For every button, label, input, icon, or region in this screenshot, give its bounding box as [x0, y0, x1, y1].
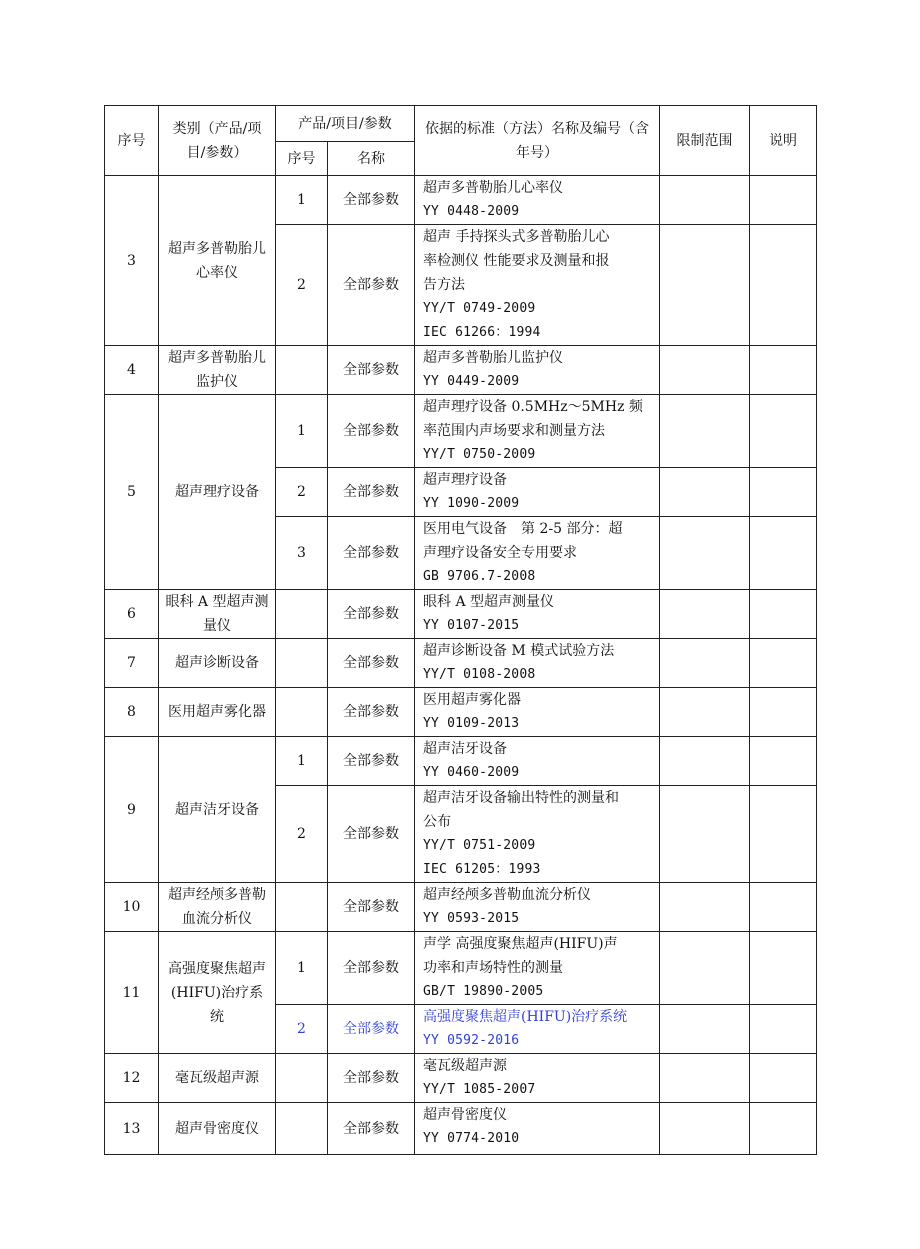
- standard-code: YY 1090-2009: [423, 496, 520, 511]
- standard-title-line: 超声洁牙设备输出特性的测量和: [423, 790, 619, 806]
- item-name: 全部参数: [328, 786, 415, 883]
- item-seq: 2: [276, 468, 328, 517]
- standard-code: YY/T 0108-2008: [423, 667, 536, 682]
- item-name: 全部参数: [328, 517, 415, 590]
- item-note: [750, 225, 817, 346]
- row-seq: 4: [105, 346, 159, 395]
- table-row: [105, 883, 817, 932]
- item-standard: [415, 517, 660, 590]
- header-limit: 限制范围: [660, 106, 750, 176]
- item-standard: [415, 225, 660, 346]
- header-seq: 序号: [105, 106, 159, 176]
- standard-title-line: 超声多普勒胎儿心率仪: [423, 180, 563, 196]
- row-seq: 3: [105, 176, 159, 346]
- item-limit: [660, 737, 750, 786]
- standard-code: YY 0774-2010: [423, 1131, 520, 1146]
- row-category: 高强度聚焦超声(HIFU)治疗系统: [159, 932, 276, 1054]
- item-standard: [415, 1005, 660, 1054]
- item-limit: [660, 590, 750, 639]
- item-standard: [415, 737, 660, 786]
- header-sub-seq: 序号: [276, 142, 328, 176]
- row-category: 超声多普勒胎儿心率仪: [159, 176, 276, 346]
- row-category: 超声经颅多普勒血流分析仪: [159, 883, 276, 932]
- row-seq: 13: [105, 1103, 159, 1155]
- standard-code: YY 0592-2016: [423, 1033, 520, 1048]
- item-seq: [276, 1054, 328, 1103]
- item-seq: [276, 688, 328, 737]
- item-standard: [415, 639, 660, 688]
- item-note: [750, 176, 817, 225]
- standard-title-line: 率检测仪 性能要求及测量和报: [423, 253, 610, 269]
- item-limit: [660, 517, 750, 590]
- item-seq: 1: [276, 932, 328, 1005]
- item-seq: [276, 1103, 328, 1155]
- table-row: [105, 395, 817, 468]
- item-limit: [660, 176, 750, 225]
- standard-title-line: 眼科 A 型超声测量仪: [423, 594, 555, 610]
- item-seq: 3: [276, 517, 328, 590]
- standard-title-line: 超声洁牙设备: [423, 741, 507, 757]
- item-standard: [415, 1054, 660, 1103]
- item-seq: [276, 346, 328, 395]
- item-seq: [276, 883, 328, 932]
- row-seq: 12: [105, 1054, 159, 1103]
- item-note: [750, 883, 817, 932]
- standard-code: YY 0107-2015: [423, 618, 520, 633]
- row-seq: 5: [105, 395, 159, 590]
- item-note: [750, 688, 817, 737]
- standard-code: YY/T 1085-2007: [423, 1082, 536, 1097]
- table-row: [105, 737, 817, 786]
- item-note: [750, 1005, 817, 1054]
- item-seq: 1: [276, 176, 328, 225]
- standard-title-line: 告方法: [423, 277, 465, 293]
- header-product-group: 产品/项目/参数: [276, 106, 415, 142]
- standard-title-line: 超声经颅多普勒血流分析仪: [423, 887, 591, 903]
- header-standard: 依据的标准（方法）名称及编号（含年号）: [415, 106, 660, 176]
- item-name: 全部参数: [328, 590, 415, 639]
- standard-code: YY/T 0750-2009: [423, 447, 536, 462]
- row-seq: 10: [105, 883, 159, 932]
- item-seq: [276, 639, 328, 688]
- table-row: [105, 1103, 817, 1155]
- header-category: 类别（产品/项目/参数）: [159, 106, 276, 176]
- standard-code: YY 0448-2009: [423, 204, 520, 219]
- item-limit: [660, 932, 750, 1005]
- header-name: 名称: [328, 142, 415, 176]
- table-row: [105, 688, 817, 737]
- item-standard: [415, 590, 660, 639]
- standard-title-line: 声理疗设备安全专用要求: [423, 545, 577, 561]
- item-name: 全部参数: [328, 346, 415, 395]
- standard-title-line: 毫瓦级超声源: [423, 1058, 507, 1074]
- standard-title-line: 声学 高强度聚焦超声(HIFU)声: [423, 936, 618, 952]
- item-name: 全部参数: [328, 1005, 415, 1054]
- item-standard: [415, 786, 660, 883]
- table-row: [105, 176, 817, 225]
- item-note: [750, 1103, 817, 1155]
- standard-title-line: 功率和声场特性的测量: [423, 960, 563, 976]
- standard-title-line: 超声骨密度仪: [423, 1107, 507, 1123]
- item-name: 全部参数: [328, 468, 415, 517]
- item-name: 全部参数: [328, 176, 415, 225]
- item-name: 全部参数: [328, 737, 415, 786]
- item-note: [750, 590, 817, 639]
- row-category: 医用超声雾化器: [159, 688, 276, 737]
- row-seq: 9: [105, 737, 159, 883]
- item-limit: [660, 688, 750, 737]
- item-standard: [415, 1103, 660, 1155]
- item-seq: [276, 590, 328, 639]
- item-name: 全部参数: [328, 639, 415, 688]
- standard-title-line: 超声多普勒胎儿监护仪: [423, 350, 563, 366]
- item-standard: [415, 932, 660, 1005]
- item-seq: 1: [276, 395, 328, 468]
- standard-code: YY 0593-2015: [423, 911, 520, 926]
- standard-code: YY 0460-2009: [423, 765, 520, 780]
- standard-code: IEC 61205：1993: [423, 862, 541, 877]
- table-row: [105, 1054, 817, 1103]
- row-seq: 7: [105, 639, 159, 688]
- standard-title-line: 超声理疗设备: [423, 472, 507, 488]
- row-category: 超声理疗设备: [159, 395, 276, 590]
- item-limit: [660, 1103, 750, 1155]
- item-note: [750, 932, 817, 1005]
- item-note: [750, 346, 817, 395]
- item-name: 全部参数: [328, 395, 415, 468]
- standard-title-line: 超声诊断设备 M 模式试验方法: [423, 643, 615, 659]
- header-note: 说明: [750, 106, 817, 176]
- item-name: 全部参数: [328, 688, 415, 737]
- table-row: [105, 346, 817, 395]
- item-limit: [660, 225, 750, 346]
- item-note: [750, 517, 817, 590]
- item-note: [750, 639, 817, 688]
- row-category: 超声洁牙设备: [159, 737, 276, 883]
- standard-code: YY 0109-2013: [423, 716, 520, 731]
- item-note: [750, 737, 817, 786]
- standards-table: [104, 105, 817, 1155]
- item-standard: [415, 176, 660, 225]
- item-seq: 1: [276, 737, 328, 786]
- item-limit: [660, 883, 750, 932]
- standard-code: GB 9706.7-2008: [423, 569, 536, 584]
- standard-title-line: 超声 手持探头式多普勒胎儿心: [423, 229, 610, 245]
- row-category: 毫瓦级超声源: [159, 1054, 276, 1103]
- item-standard: [415, 346, 660, 395]
- row-seq: 6: [105, 590, 159, 639]
- item-note: [750, 395, 817, 468]
- standard-title-line: 公布: [423, 814, 451, 830]
- item-standard: [415, 883, 660, 932]
- item-name: 全部参数: [328, 225, 415, 346]
- item-limit: [660, 468, 750, 517]
- standard-code: YY/T 0751-2009: [423, 838, 536, 853]
- item-standard: [415, 395, 660, 468]
- standard-code: YY 0449-2009: [423, 374, 520, 389]
- item-name: 全部参数: [328, 1103, 415, 1155]
- standard-title-line: 高强度聚焦超声(HIFU)治疗系统: [423, 1009, 628, 1025]
- row-category: 超声诊断设备: [159, 639, 276, 688]
- row-seq: 8: [105, 688, 159, 737]
- standard-title-line: 超声理疗设备 0.5MHz～5MHz 频: [423, 399, 643, 415]
- item-standard: [415, 688, 660, 737]
- standard-title-line: 医用超声雾化器: [423, 692, 521, 708]
- item-standard: [415, 468, 660, 517]
- item-limit: [660, 346, 750, 395]
- item-seq: 2: [276, 786, 328, 883]
- row-seq: 11: [105, 932, 159, 1054]
- item-note: [750, 468, 817, 517]
- item-name: 全部参数: [328, 883, 415, 932]
- table-row: [105, 932, 817, 1005]
- table-row: [105, 639, 817, 688]
- item-note: [750, 786, 817, 883]
- standard-code: YY/T 0749-2009: [423, 301, 536, 316]
- item-note: [750, 1054, 817, 1103]
- item-name: 全部参数: [328, 1054, 415, 1103]
- item-limit: [660, 395, 750, 468]
- item-limit: [660, 1054, 750, 1103]
- standard-code: GB/T 19890-2005: [423, 984, 544, 999]
- standard-code: IEC 61266：1994: [423, 325, 541, 340]
- item-limit: [660, 639, 750, 688]
- item-limit: [660, 786, 750, 883]
- row-category: 超声多普勒胎儿监护仪: [159, 346, 276, 395]
- standard-title-line: 医用电气设备 第 2-5 部分：超: [423, 521, 623, 537]
- item-name: 全部参数: [328, 932, 415, 1005]
- row-category: 眼科 A 型超声测量仪: [159, 590, 276, 639]
- item-limit: [660, 1005, 750, 1054]
- table-row: [105, 590, 817, 639]
- row-category: 超声骨密度仪: [159, 1103, 276, 1155]
- item-seq: 2: [276, 1005, 328, 1054]
- standard-title-line: 率范围内声场要求和测量方法: [423, 423, 605, 439]
- item-seq: 2: [276, 225, 328, 346]
